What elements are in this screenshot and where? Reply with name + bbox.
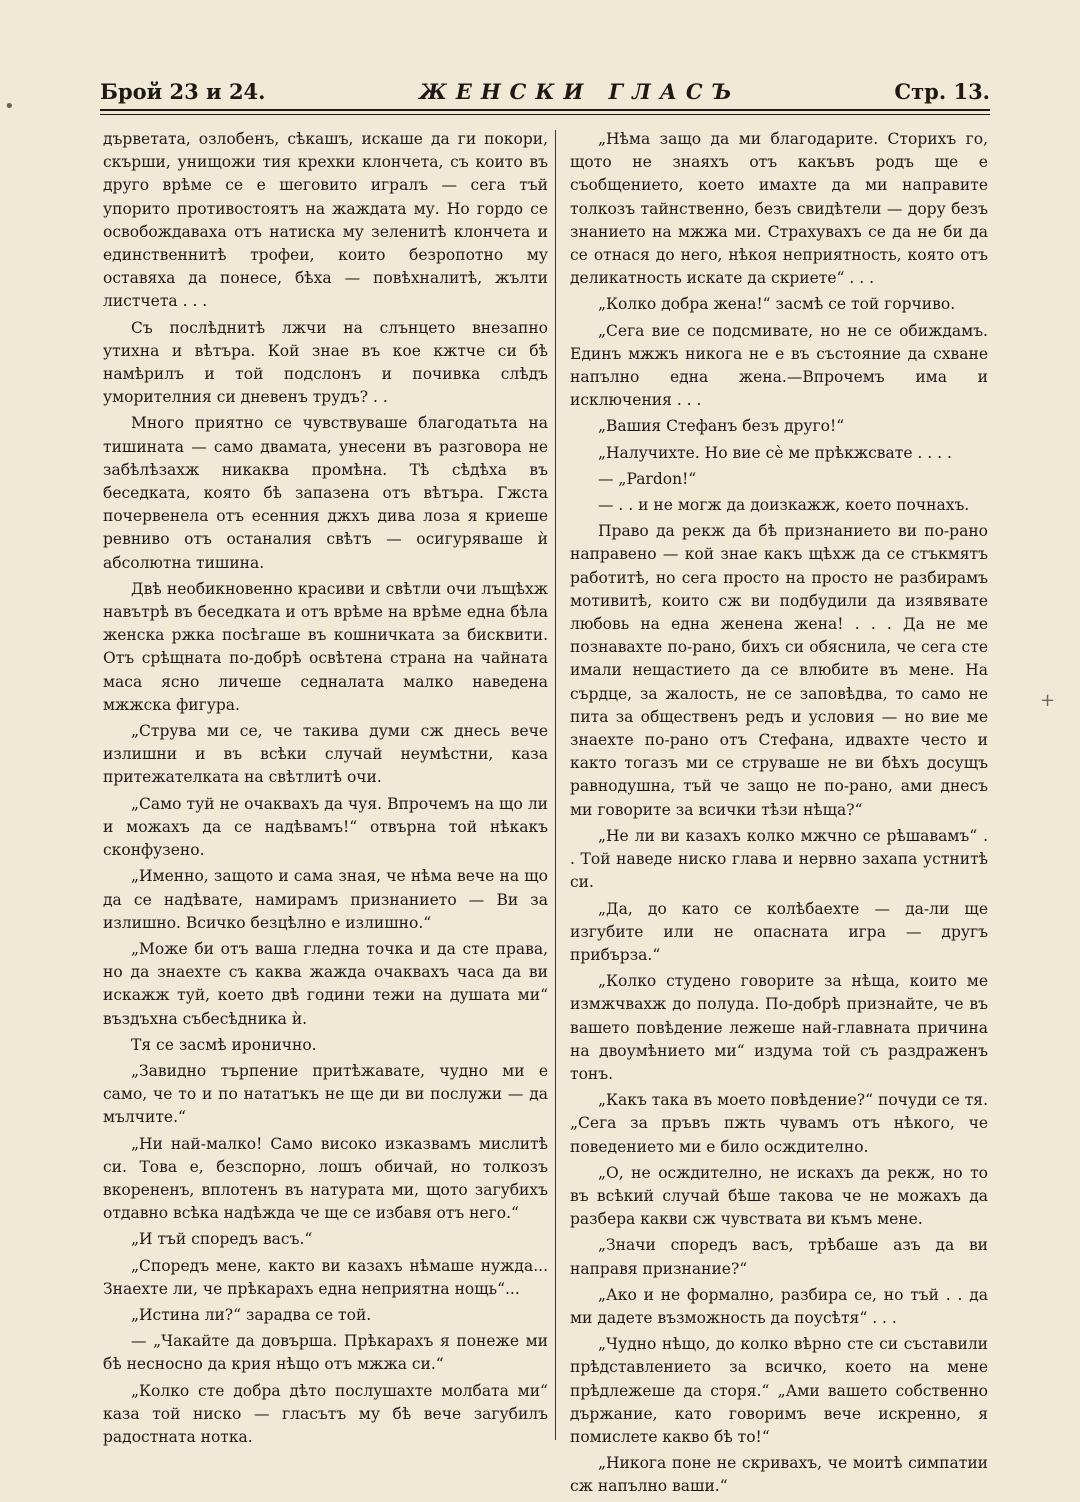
paragraph: Право да рекж да бѣ признанието ви по-рано направено — кой знае какъ щѣхж да се стъкмятъ работитѣ, но сега просто на просто не разбирамъ мотивитѣ, които сж ви подбудили да изявявате любовь на една женена жена! . . . Да не ме познавахте по-рано, бихъ си обяснила, че сега сте имали нещастието да се влюбите въ мене. На сърдце, за жалость, не се заповѣдва, то само не пита за общественъ редъ и условия — но вие ме знаехте по-рано отъ Стефана, идвахте често и както тогазъ ми се струваше не ви бѣхъ досущъ равнодушна, тъй че защо не по-рано, ами днесъ ми говорите за всички тѣзи нѣща?“ — [570, 522, 988, 819]
paragraph: „Да, до като се колѣбаехте — да-ли ще изгубите или не опасната игра — другъ прибърза.“ — [570, 899, 988, 964]
paragraph: — . . и не могж да доизкажж, което почнахъ. — [598, 496, 970, 515]
paragraph: „Може би отъ ваша гледна точка и да сте права, но да знаехте съ каква жажда очаквахъ часа да ви искажж туй, което двѣ години тежи на душата ми“ въздъхна събесѣдника ѝ. — [103, 939, 548, 1028]
paragraph: дърветата, озлобенъ, сѣкашъ, искаше да ги покори, скърши, унищожи тия крехки клончета, съ които въ друго врѣме се е шеговито игралъ — сега тъй упорито противостоятъ на жаждата му. Но гордо се освобождаваха отъ натиска му зеленитѣ клончета и единственнитѣ трофеи, които безропотно му оставяха да понесе, бѣха — повѣхналитѣ, жълти листчета . . . — [103, 130, 548, 311]
paragraph: „Истина ли?“ зарадва се той. — [131, 1305, 372, 1324]
paragraph: Тя се засмѣ иронично. — [131, 1035, 317, 1054]
paragraph: „Нѣма защо да ми благодарите. Сторихъ го, щото не знаяхъ отъ какъвъ родъ ще е съобщението, което имахте да ми направите толкозъ тайнственно, безъ свидѣтели — дору безъ знанието на мжжа ми. Страхувахъ се да не би да се отнася до него, нѣкоя неприятность, която отъ деликатность искате да скриете“ . . . — [570, 130, 988, 288]
paragraph: Много приятно се чувствуваше благодатьта на тишината — само двамата, унесени въ разговора не забѣлѣзахж никаква промѣна. Тѣ сѣдѣха въ беседката, която бѣ запазена отъ вѣтъра. Гжста почервенела отъ есенния джхъ дива лоза я криеше ревниво отъ останалия свѣтъ — осигуряваше ѝ абсолютна тишина. — [103, 414, 548, 572]
paragraph: „И тъй споредъ васъ.“ — [131, 1230, 313, 1249]
page-header — [100, 72, 990, 104]
paragraph: „Ни най-малко! Само високо изказвамъ мислитѣ си. Това е, безспорно, лошъ обичай, но толкозъ вкорененъ, вплотенъ въ натурата ми, щото загубихъ отдавно всѣка надѣжда че ще се избавя отъ него.“ — [103, 1134, 548, 1223]
paragraph: „Само туй не очаквахъ да чуя. Впрочемъ на що ли и можахъ да се надѣвамъ!“ отвърна той нѣкакъ сконфузено. — [103, 794, 548, 860]
paragraph: „Колко сте добра дѣто послушахте молбата ми“ каза той ниско — гласътъ му бѣ вече загубилъ радостната нотка. — [103, 1381, 548, 1446]
paragraph: „Вашия Стефанъ безъ друго!“ — [598, 417, 845, 436]
paragraph: „Именно, защото и сама зная, че нѣма вече на що да се надѣвате, намирамъ признанието — Ви за излишно. Всичко безцѣлно е излишно.“ — [103, 867, 548, 932]
issue-number: Брой 23 и 24. — [100, 79, 266, 104]
newspaper-title: ЖЕНСКИ ГЛАСЪ — [419, 79, 741, 104]
paragraph: „Налучихте. Но вие сѐ ме прѣкжсвате . . . . — [598, 443, 952, 462]
paragraph: „Значи споредъ васъ, трѣбаше азъ да ви направя признание?“ — [570, 1236, 988, 1278]
paragraph: „Не ли ви казахъ колко мжчно се рѣшавамъ“ . . Той наведе ниско глава и нервно захапа устнитѣ си. — [570, 826, 988, 892]
paragraph: Двѣ необикновенно красиви и свѣтли очи лъщѣхж навътрѣ въ беседката и отъ врѣме на врѣме една бѣла женска ржка посѣгаше въ кошничката за бисквити. Отъ срѣщната по-добрѣ освѣтена страна на чайната маса ясно личеше седналата малко наведена мжжска фигура. — [103, 579, 548, 714]
left-column — [103, 128, 548, 1452]
paragraph: „Сега вие се подсмивате, но не се обиждамъ. Единъ мжжъ никога не е въ състояние да схване напълно една жена.—Впрочемъ има и исключения . . . — [570, 321, 988, 410]
margin-mark-icon: + — [1040, 690, 1056, 711]
paragraph: „Чудно нѣщо, до колко вѣрно сте си съставили прѣдставлението за всичко, което на мене прѣдлежеше да сторя.“ „Ами вашето собственно държание, като говоримъ вече искренно, я помислете какво бѣ то!“ — [570, 1335, 988, 1446]
header-rule — [100, 109, 990, 111]
page-number: Стр. 13. — [894, 79, 990, 104]
paragraph: „Никога поне не скривахъ, че моитѣ симпатии сж напълно ваши.“ — [570, 1454, 988, 1496]
paragraph: „Завидно търпение притѣжавате, чудно ми е само, че то и по нататъкъ не ще ди ви послужи — да мълчите.“ — [103, 1061, 548, 1127]
paragraph: — „Чакайте да довърша. Прѣкарахъ я понеже ми бѣ несносно да крия нѣщо отъ мжжа си.“ — [103, 1332, 548, 1374]
paragraph: „О, не осждително, не искахъ да рекж, но то въ всѣкий случай бѣше такова че не можахъ да разбера какви сж чувствата ви къмъ мене. — [570, 1163, 988, 1229]
margin-mark-icon: • — [4, 96, 15, 117]
paragraph: „Какъ така въ моето повѣдение?“ почуди се тя. „Сега за пръвъ пжть чувамъ отъ нѣкого, че поведението ми е било осждително. — [570, 1091, 988, 1156]
paragraph: — „Pardon!“ — [598, 469, 697, 488]
paragraph: „Колко студено говорите за нѣща, които ме измжчвахж до полуда. По-добрѣ признайте, че въ вашето повѣдение лежеше най-главната причина на двоумѣнието ми“ издума той съ раздраженъ тонъ. — [570, 972, 988, 1083]
paragraph: „Струва ми се, че такива думи сж днесь вече излишни и въ всѣки случай неумѣстни, каза притежателката на свѣтлитѣ очи. — [103, 722, 548, 787]
header-rule-thin — [100, 114, 990, 115]
paragraph: „Ако и не формално, разбира се, но тъй . . да ми дадете възможность да поусѣтя“ . . . — [570, 1285, 988, 1327]
paragraph: „Споредъ мене, както ви казахъ нѣмаше нужда... Знаехте ли, че прѣкарахъ една неприятна нощь“... — [103, 1256, 548, 1298]
paragraph: „Колко добра жена!“ засмѣ се той горчиво. — [598, 295, 956, 314]
right-column — [570, 128, 988, 1502]
column-divider — [555, 130, 556, 1440]
paragraph: Съ послѣднитѣ лжчи на слънцето внезапно утихна и вѣтъра. Кой знае въ кое кжтче си бѣ намѣрилъ и той подслонъ и почивка слѣдъ уморителния си дневенъ трудъ? . . — [103, 318, 548, 407]
